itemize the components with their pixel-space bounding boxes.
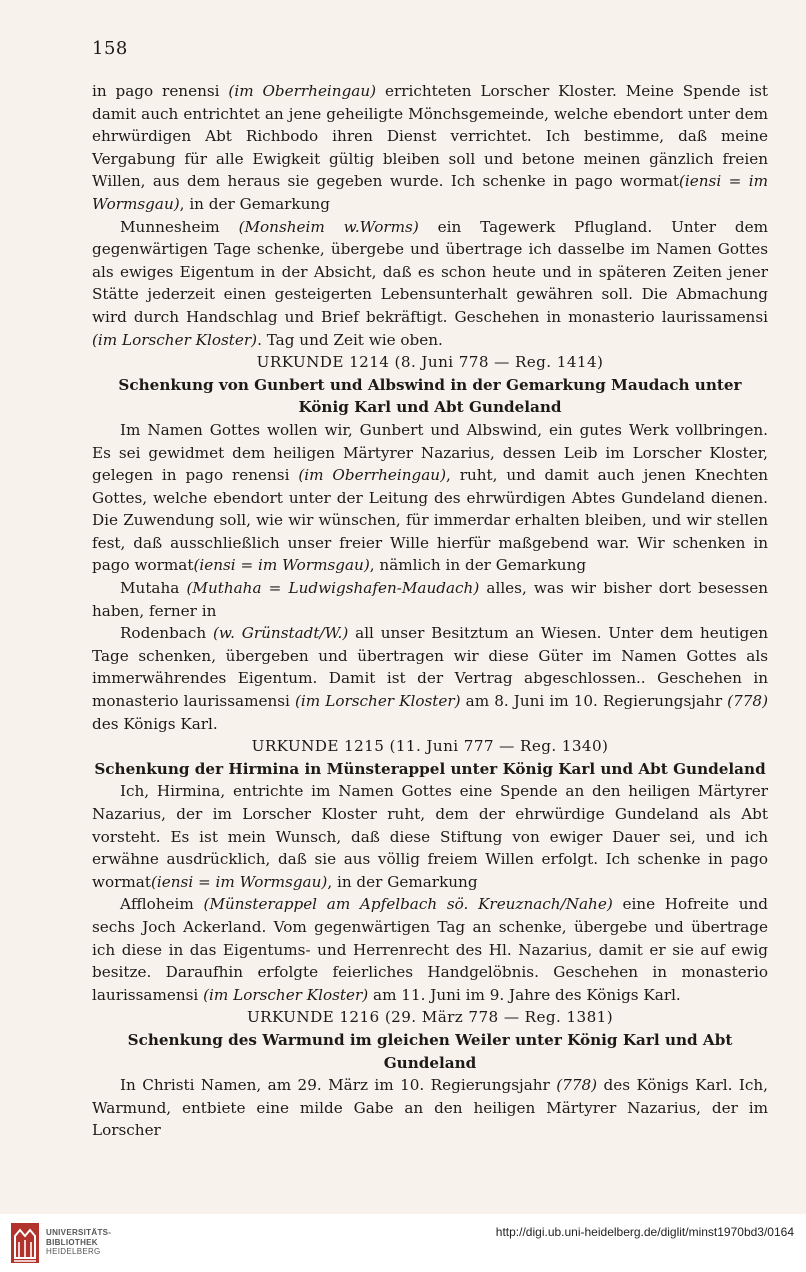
urkunde-section xyxy=(92,735,768,1006)
italic-annotation: (778) xyxy=(556,1076,598,1095)
urkunde-title: Schenkung des Warmund im gleichen Weiler unter König Karl und Abt Gundeland xyxy=(127,1030,733,1072)
university-library-logo-icon xyxy=(10,1222,40,1264)
urkunde-heading: URKUNDE 1214 (8. Juni 778 — Reg. 1414) xyxy=(256,353,604,372)
logo-line-1: UNIVERSITÄTS- xyxy=(46,1228,112,1237)
paragraph xyxy=(92,419,768,577)
paragraph xyxy=(92,216,768,352)
text-run: des Königs Karl. Ich, Warmund, entbiete eine milde Gabe an den heiligen Märtyrer Nazarius, der im Lorscher xyxy=(92,1076,768,1140)
text-run: . Tag und Zeit wie oben. xyxy=(257,330,443,349)
text-run: in pago renensi xyxy=(92,82,229,100)
text-run: eine Hofreite und sechs Joch Ackerland. Vom gegenwärtigen Tag an schenke, übergebe und übertrage ich diese in das Eigentums- und Herrenrecht des Hl. Nazarius, damit er sie auf ewig besitze. Daraufhin erfolgte feierliches Handgelöbnis. Geschehen in monasterio laurissamensi xyxy=(92,895,769,1004)
text-run: , ruht, und damit auch jenen Knechten Gottes, welche ebendort unter der Leitung des ehrwürdigen Abtes Gundeland dienen. Die Zuwendung soll, wie wir wünschen, für immerdar erhalten bleiben, und wir stellen fest, daß ausschließlich unser freier Wille hierfür maßgebend war. Wir schenken in pago wormat xyxy=(92,466,768,575)
italic-annotation: (w. Grünstadt/W.) xyxy=(212,624,349,643)
italic-annotation: (iensi = im Wormsgau) xyxy=(92,172,768,213)
text-run: Im Namen Gottes wollen wir, Gunbert und Albswind, ein gutes Werk vollbringen. Es sei gewidmet dem heiligen Märtyrer Nazarius, dessen Leib im Lorscher Kloster, gelegen in pago renensi xyxy=(92,420,768,485)
urkunde-heading: URKUNDE 1215 (11. Juni 777 — Reg. 1340) xyxy=(251,737,609,756)
paragraph xyxy=(92,622,768,735)
text-run: am 11. Juni im 9. Jahre des Königs Karl. xyxy=(368,985,681,1004)
italic-annotation: (iensi = im Wormsgau) xyxy=(193,556,370,575)
italic-annotation: (Muthaha = Ludwigshafen-Maudach) xyxy=(186,579,480,598)
page-number: 158 xyxy=(92,38,128,59)
text-run: , in der Gemarkung xyxy=(179,194,330,213)
permalink-url[interactable]: http://digi.ub.uni-heidelberg.de/diglit/minst1970bd3/0164 xyxy=(495,1225,794,1239)
text-run: Affloheim xyxy=(120,895,204,914)
urkunde-section xyxy=(92,1006,768,1142)
urkunden-list xyxy=(92,351,768,1142)
italic-annotation: (im Lorscher Kloster) xyxy=(92,330,258,349)
text-run: Munnesheim xyxy=(120,217,239,236)
italic-annotation: (Monsheim w.Worms) xyxy=(238,217,419,236)
text-run: am 8. Juni im 10. Regierungsjahr xyxy=(460,692,728,711)
text-run: Mutaha xyxy=(120,579,187,598)
paragraph xyxy=(92,1074,768,1142)
text-run: Ich, Hirmina, entrichte im Namen Gottes eine Spende an den heiligen Märtyrer Nazarius, der im Lorscher Kloster ruht, dem der ehrwürdige Gundeland als Abt vorsteht. Es ist mein Wunsch, daß diese Stiftung von ewiger Dauer sei, und ich erwähne ausdrücklich, daß sie aus völlig freiem Willen erfolgt. Ich schenke in pago wormat xyxy=(92,782,768,891)
urkunde-section xyxy=(92,351,768,735)
document-body xyxy=(92,80,768,1142)
paragraph xyxy=(92,80,768,216)
italic-annotation: (778) xyxy=(727,692,769,711)
text-run: , in der Gemarkung xyxy=(327,872,478,891)
urkunde-heading: URKUNDE 1216 (29. März 778 — Reg. 1381) xyxy=(246,1008,614,1027)
urkunde-title: Schenkung von Gunbert und Albswind in der Gemarkung Maudach unter König Karl und Abt Gundeland xyxy=(118,375,742,417)
urkunde-title: Schenkung der Hirmina in Münsterappel unter König Karl und Abt Gundeland xyxy=(94,759,766,778)
paragraph xyxy=(92,780,768,893)
text-run: all unser Besitztum an Wiesen. Unter dem heutigen Tage schenken, übergeben und übertragen wir diese Güter im Namen Gottes als immerwährendes Eigentum. Damit ist der Vertrag abgeschlossen.. Geschehen in monasterio laurissamensi xyxy=(92,624,768,711)
text-run: alles, was wir bisher dort besessen haben, ferner in xyxy=(92,579,768,620)
italic-annotation: (Münsterappel am Apfelbach sö. Kreuznach/Nahe) xyxy=(203,895,613,914)
footer-bar xyxy=(0,1214,806,1272)
italic-annotation: (im Lorscher Kloster) xyxy=(203,985,369,1004)
text-run: In Christi Namen, am 29. März im 10. Regierungsjahr xyxy=(120,1076,557,1095)
italic-annotation: (im Oberrheingau) xyxy=(298,466,446,485)
text-run: des Königs Karl. xyxy=(92,714,218,733)
italic-annotation: (im Oberrheingau) xyxy=(228,82,377,100)
italic-annotation: (im Lorscher Kloster) xyxy=(294,692,461,711)
text-run: , nämlich in der Gemarkung xyxy=(369,556,587,575)
text-run: errichteten Lorscher Kloster. Meine Spende ist damit auch entrichtet an jene geheiligte Mönchsgemeinde, welche ebendort unter dem ehrwürdigen Abt Richbodo ihren Dienst verrichtet. Ich bestimme, daß meine Vergabung für alle Ewigkeit gültig bleiben soll und betone meinen gänzlich freien Willen, aus dem heraus sie gegeben wurde. Ich schenke in pago wormat xyxy=(92,82,769,191)
text-run: Rodenbach xyxy=(120,624,213,643)
paragraph xyxy=(92,577,768,622)
library-logo-text xyxy=(46,1228,111,1257)
logo-line-2: BIBLIOTHEK xyxy=(46,1237,98,1247)
intro-section xyxy=(92,80,768,351)
text-run: ein Tagewerk Pflugland. Unter dem gegenwärtigen Tage schenke, übergebe und übertrage ich dasselbe im Namen Gottes als ewiges Eigentum in der Absicht, daß es schon heute und in späteren Zeiten jener Stätte jederzeit einen gesteigerten Lebensunterhalt gewähren soll. Die Abmachung wird durch Handschlag und Brief bekräftigt. Geschehen in monasterio laurissamensi xyxy=(92,217,768,326)
italic-annotation: (iensi = im Wormsgau) xyxy=(150,872,328,891)
logo-line-3: HEIDELBERG xyxy=(46,1247,101,1256)
paragraph xyxy=(92,893,768,1006)
